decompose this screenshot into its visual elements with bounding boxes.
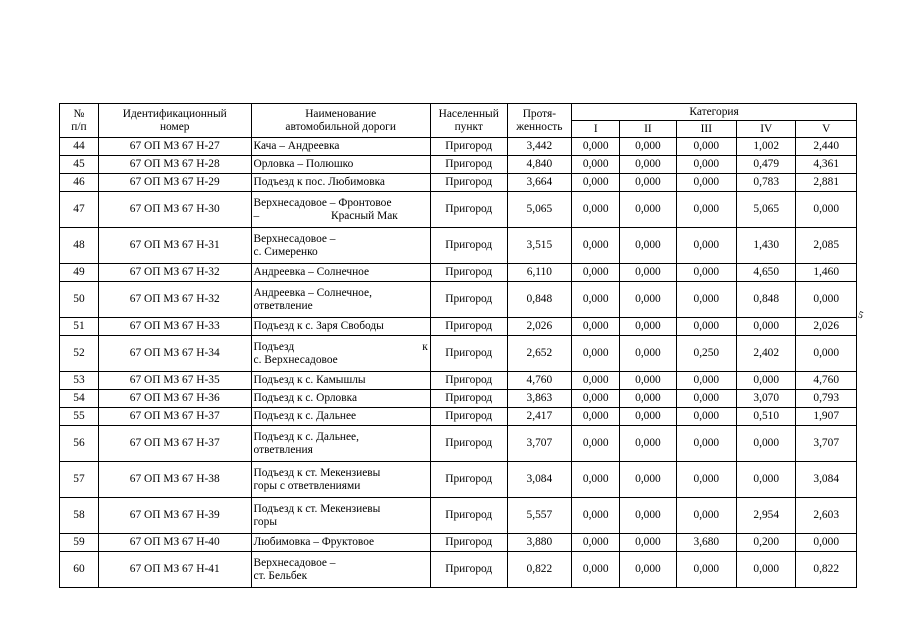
header-length-line2: женность (516, 120, 563, 133)
row-category-1: 0,000 (572, 318, 620, 336)
row-road-name (251, 174, 430, 192)
row-category-2: 0,000 (620, 156, 676, 174)
road-name-line: Верхнесадовое – (253, 556, 336, 569)
row-road-name (251, 462, 430, 498)
header-category-2: II (620, 121, 676, 138)
row-road-name (251, 318, 430, 336)
row-category-3: 0,000 (676, 462, 736, 498)
row-length: 5,557 (507, 498, 572, 534)
header-number-line2: п/п (71, 120, 87, 133)
row-number: 47 (60, 192, 99, 228)
row-category-4: 0,510 (737, 408, 796, 426)
row-category-4: 0,000 (737, 372, 796, 390)
row-category-5: 2,603 (796, 498, 857, 534)
row-length: 2,652 (507, 336, 572, 372)
row-category-2: 0,000 (620, 552, 676, 588)
road-name-line: Подъезд к с. Орловка (253, 392, 358, 405)
row-settlement: Пригород (430, 372, 507, 390)
row-settlement: Пригород (430, 534, 507, 552)
row-road-name (251, 282, 430, 318)
row-road-name (251, 534, 430, 552)
road-name-line: с. Симеренко (253, 245, 318, 258)
road-name-line: Подъезд к с. Заря Свободы (253, 320, 384, 333)
row-category-2: 0,000 (620, 228, 676, 264)
row-number: 55 (60, 408, 99, 426)
row-id: 67 ОП МЗ 67 Н-32 (98, 282, 251, 318)
table-row (60, 552, 857, 588)
row-settlement: Пригород (430, 192, 507, 228)
road-name-line: Верхнесадовое – Фронтовое (253, 196, 392, 209)
row-road-name (251, 192, 430, 228)
row-id: 67 ОП МЗ 67 Н-37 (98, 408, 251, 426)
row-category-5: 0,822 (796, 552, 857, 588)
row-category-2: 0,000 (620, 534, 676, 552)
table-row (60, 408, 857, 426)
row-category-4: 0,200 (737, 534, 796, 552)
row-category-4: 0,000 (737, 426, 796, 462)
row-length: 2,026 (507, 318, 572, 336)
row-category-5: 2,085 (796, 228, 857, 264)
row-id: 67 ОП МЗ 67 Н-36 (98, 390, 251, 408)
header-length-line1: Протя- (522, 107, 557, 120)
row-road-name (251, 390, 430, 408)
row-category-3: 0,000 (676, 372, 736, 390)
row-road-name (251, 156, 430, 174)
road-name-line: Подъезд к ст. Мекензиевы (253, 466, 381, 479)
row-settlement: Пригород (430, 426, 507, 462)
header-settlement-line1: Населенный (438, 107, 499, 120)
row-road-name (251, 552, 430, 588)
row-length: 3,863 (507, 390, 572, 408)
road-name-line: Любимовка – Фруктовое (253, 536, 375, 549)
table-row (60, 156, 857, 174)
road-name-line: ответвление (253, 299, 313, 312)
row-category-3: 0,000 (676, 408, 736, 426)
row-number: 49 (60, 264, 99, 282)
row-number: 48 (60, 228, 99, 264)
header-number-line1: № (73, 107, 85, 120)
road-name-line: Подъезд к с. Дальнее, (253, 430, 359, 443)
row-number: 50 (60, 282, 99, 318)
row-category-1: 0,000 (572, 552, 620, 588)
road-name-part: к (422, 340, 428, 353)
road-name-line: ст. Бельбек (253, 569, 308, 582)
header-id (98, 104, 251, 138)
row-category-3: 0,000 (676, 282, 736, 318)
row-number: 51 (60, 318, 99, 336)
row-category-2: 0,000 (620, 318, 676, 336)
row-category-5: 1,460 (796, 264, 857, 282)
page-side-mark: 5 (856, 309, 865, 322)
road-name-line: Подъезд к с. Камышлы (253, 374, 366, 387)
row-number: 46 (60, 174, 99, 192)
row-number: 44 (60, 138, 99, 156)
table-row (60, 336, 857, 372)
row-number: 54 (60, 390, 99, 408)
row-category-1: 0,000 (572, 282, 620, 318)
row-road-name (251, 408, 430, 426)
row-id: 67 ОП МЗ 67 Н-41 (98, 552, 251, 588)
row-category-2: 0,000 (620, 174, 676, 192)
row-category-5: 2,881 (796, 174, 857, 192)
row-category-3: 0,000 (676, 318, 736, 336)
road-name-part: Подъезд (253, 340, 295, 353)
row-road-name (251, 372, 430, 390)
header-road-name (251, 104, 430, 138)
row-category-3: 0,000 (676, 552, 736, 588)
row-settlement: Пригород (430, 282, 507, 318)
row-category-5: 3,084 (796, 462, 857, 498)
row-category-4: 0,783 (737, 174, 796, 192)
row-category-5: 3,707 (796, 426, 857, 462)
row-id: 67 ОП МЗ 67 Н-27 (98, 138, 251, 156)
road-name-line: горы (253, 515, 277, 528)
row-category-3: 0,000 (676, 264, 736, 282)
row-category-3: 3,680 (676, 534, 736, 552)
row-number: 59 (60, 534, 99, 552)
row-id: 67 ОП МЗ 67 Н-30 (98, 192, 251, 228)
row-category-1: 0,000 (572, 426, 620, 462)
row-category-2: 0,000 (620, 264, 676, 282)
road-name-line: с. Верхнесадовое (253, 353, 338, 366)
row-number: 52 (60, 336, 99, 372)
header-category-3: III (676, 121, 736, 138)
row-road-name (251, 138, 430, 156)
road-name-line (254, 341, 428, 354)
header-number (60, 104, 99, 138)
table-row (60, 192, 857, 228)
row-id: 67 ОП МЗ 67 Н-32 (98, 264, 251, 282)
row-id: 67 ОП МЗ 67 Н-35 (98, 372, 251, 390)
table-body (60, 138, 857, 588)
header-category-4: IV (737, 121, 796, 138)
header-settlement (430, 104, 507, 138)
road-name-line: Андреевка – Солнечное (253, 266, 370, 279)
row-settlement: Пригород (430, 318, 507, 336)
row-id: 67 ОП МЗ 67 Н-33 (98, 318, 251, 336)
row-category-5: 0,000 (796, 336, 857, 372)
row-category-1: 0,000 (572, 228, 620, 264)
row-category-4: 4,650 (737, 264, 796, 282)
row-length: 2,417 (507, 408, 572, 426)
header-length (507, 104, 572, 138)
row-length: 6,110 (507, 264, 572, 282)
row-category-2: 0,000 (620, 372, 676, 390)
row-category-5: 0,793 (796, 390, 857, 408)
row-id: 67 ОП МЗ 67 Н-38 (98, 462, 251, 498)
row-category-3: 0,000 (676, 426, 736, 462)
row-length: 3,084 (507, 462, 572, 498)
header-category-5: V (796, 121, 857, 138)
table-row (60, 228, 857, 264)
row-category-5: 0,000 (796, 192, 857, 228)
road-name-dash: – (253, 209, 260, 222)
road-name-line: Орловка – Полюшко (253, 158, 354, 171)
row-length: 3,515 (507, 228, 572, 264)
row-category-5: 0,000 (796, 534, 857, 552)
row-category-3: 0,000 (676, 390, 736, 408)
table-row (60, 264, 857, 282)
row-category-5: 2,026 (796, 318, 857, 336)
row-settlement: Пригород (430, 408, 507, 426)
row-number: 53 (60, 372, 99, 390)
row-category-2: 0,000 (620, 408, 676, 426)
row-length: 4,840 (507, 156, 572, 174)
row-category-1: 0,000 (572, 264, 620, 282)
row-category-1: 0,000 (572, 498, 620, 534)
row-road-name (251, 264, 430, 282)
row-settlement: Пригород (430, 498, 507, 534)
row-settlement: Пригород (430, 228, 507, 264)
row-category-2: 0,000 (620, 192, 676, 228)
row-id: 67 ОП МЗ 67 Н-28 (98, 156, 251, 174)
row-category-2: 0,000 (620, 390, 676, 408)
row-settlement: Пригород (430, 174, 507, 192)
row-id: 67 ОП МЗ 67 Н-40 (98, 534, 251, 552)
row-id: 67 ОП МЗ 67 Н-37 (98, 426, 251, 462)
road-name-line: Андреевка – Солнечное, (253, 286, 372, 299)
road-name-line: Подъезд к ст. Мекензиевы (253, 502, 381, 515)
row-number: 57 (60, 462, 99, 498)
table-row (60, 534, 857, 552)
row-category-2: 0,000 (620, 498, 676, 534)
row-length: 4,760 (507, 372, 572, 390)
table-row (60, 372, 857, 390)
table-row (60, 390, 857, 408)
row-number: 60 (60, 552, 99, 588)
row-settlement: Пригород (430, 336, 507, 372)
road-name-line: Кача – Андреевка (253, 140, 340, 153)
row-road-name (251, 336, 430, 372)
row-settlement: Пригород (430, 138, 507, 156)
row-category-2: 0,000 (620, 138, 676, 156)
row-category-4: 2,954 (737, 498, 796, 534)
row-category-4: 0,000 (737, 552, 796, 588)
table-row (60, 498, 857, 534)
row-category-5: 1,907 (796, 408, 857, 426)
row-number: 58 (60, 498, 99, 534)
header-road-name-line1: Наименование (305, 107, 377, 120)
row-settlement: Пригород (430, 390, 507, 408)
row-category-4: 0,479 (737, 156, 796, 174)
road-name-line (254, 210, 428, 223)
row-length: 3,664 (507, 174, 572, 192)
row-category-1: 0,000 (572, 336, 620, 372)
row-settlement: Пригород (430, 462, 507, 498)
row-category-4: 3,070 (737, 390, 796, 408)
row-category-5: 4,361 (796, 156, 857, 174)
row-category-1: 0,000 (572, 390, 620, 408)
row-category-4: 5,065 (737, 192, 796, 228)
row-road-name (251, 498, 430, 534)
row-id: 67 ОП МЗ 67 Н-34 (98, 336, 251, 372)
row-category-3: 0,000 (676, 156, 736, 174)
table-row (60, 282, 857, 318)
roads-table (59, 103, 857, 588)
row-category-2: 0,000 (620, 426, 676, 462)
row-category-2: 0,000 (620, 336, 676, 372)
road-name-line: Подъезд к пос. Любимовка (253, 176, 385, 189)
row-road-name (251, 228, 430, 264)
table-row (60, 462, 857, 498)
row-category-3: 0,000 (676, 228, 736, 264)
row-length: 5,065 (507, 192, 572, 228)
row-category-5: 0,000 (796, 282, 857, 318)
row-category-2: 0,000 (620, 462, 676, 498)
row-category-1: 0,000 (572, 156, 620, 174)
row-id: 67 ОП МЗ 67 Н-39 (98, 498, 251, 534)
row-category-1: 0,000 (572, 534, 620, 552)
row-category-3: 0,000 (676, 498, 736, 534)
row-category-2: 0,000 (620, 282, 676, 318)
row-category-3: 0,000 (676, 174, 736, 192)
row-category-3: 0,000 (676, 138, 736, 156)
table-row (60, 174, 857, 192)
row-id: 67 ОП МЗ 67 Н-31 (98, 228, 251, 264)
header-category-1: I (572, 121, 620, 138)
row-length: 0,848 (507, 282, 572, 318)
row-settlement: Пригород (430, 264, 507, 282)
row-category-5: 2,440 (796, 138, 857, 156)
row-number: 45 (60, 156, 99, 174)
header-category: Категория (572, 104, 857, 121)
table-row (60, 318, 857, 336)
row-category-4: 0,000 (737, 462, 796, 498)
row-length: 3,707 (507, 426, 572, 462)
row-category-3: 0,000 (676, 192, 736, 228)
row-number: 56 (60, 426, 99, 462)
row-category-1: 0,000 (572, 408, 620, 426)
road-name-line: Подъезд к с. Дальнее (253, 410, 357, 423)
row-category-1: 0,000 (572, 462, 620, 498)
row-category-4: 0,000 (737, 318, 796, 336)
row-category-5: 4,760 (796, 372, 857, 390)
road-name-line: горы с ответвлениями (253, 479, 361, 492)
row-settlement: Пригород (430, 552, 507, 588)
header-id-line1: Идентификационный (122, 107, 227, 120)
row-settlement: Пригород (430, 156, 507, 174)
header-road-name-line2: автомобильной дороги (285, 120, 396, 133)
row-category-4: 1,430 (737, 228, 796, 264)
table-row (60, 426, 857, 462)
row-length: 3,442 (507, 138, 572, 156)
row-category-4: 2,402 (737, 336, 796, 372)
row-category-4: 0,848 (737, 282, 796, 318)
row-road-name (251, 426, 430, 462)
row-length: 0,822 (507, 552, 572, 588)
row-category-1: 0,000 (572, 138, 620, 156)
row-id: 67 ОП МЗ 67 Н-29 (98, 174, 251, 192)
header-settlement-line2: пункт (454, 120, 483, 133)
header-id-line2: номер (159, 120, 190, 133)
road-name-tail: Красный Мак (330, 209, 398, 222)
road-name-line: Верхнесадовое – (253, 232, 336, 245)
road-name-line: ответвления (253, 443, 313, 456)
row-category-1: 0,000 (572, 372, 620, 390)
row-category-3: 0,250 (676, 336, 736, 372)
row-category-1: 0,000 (572, 174, 620, 192)
row-length: 3,880 (507, 534, 572, 552)
row-category-4: 1,002 (737, 138, 796, 156)
table-row (60, 138, 857, 156)
table-header (60, 104, 857, 138)
row-category-1: 0,000 (572, 192, 620, 228)
